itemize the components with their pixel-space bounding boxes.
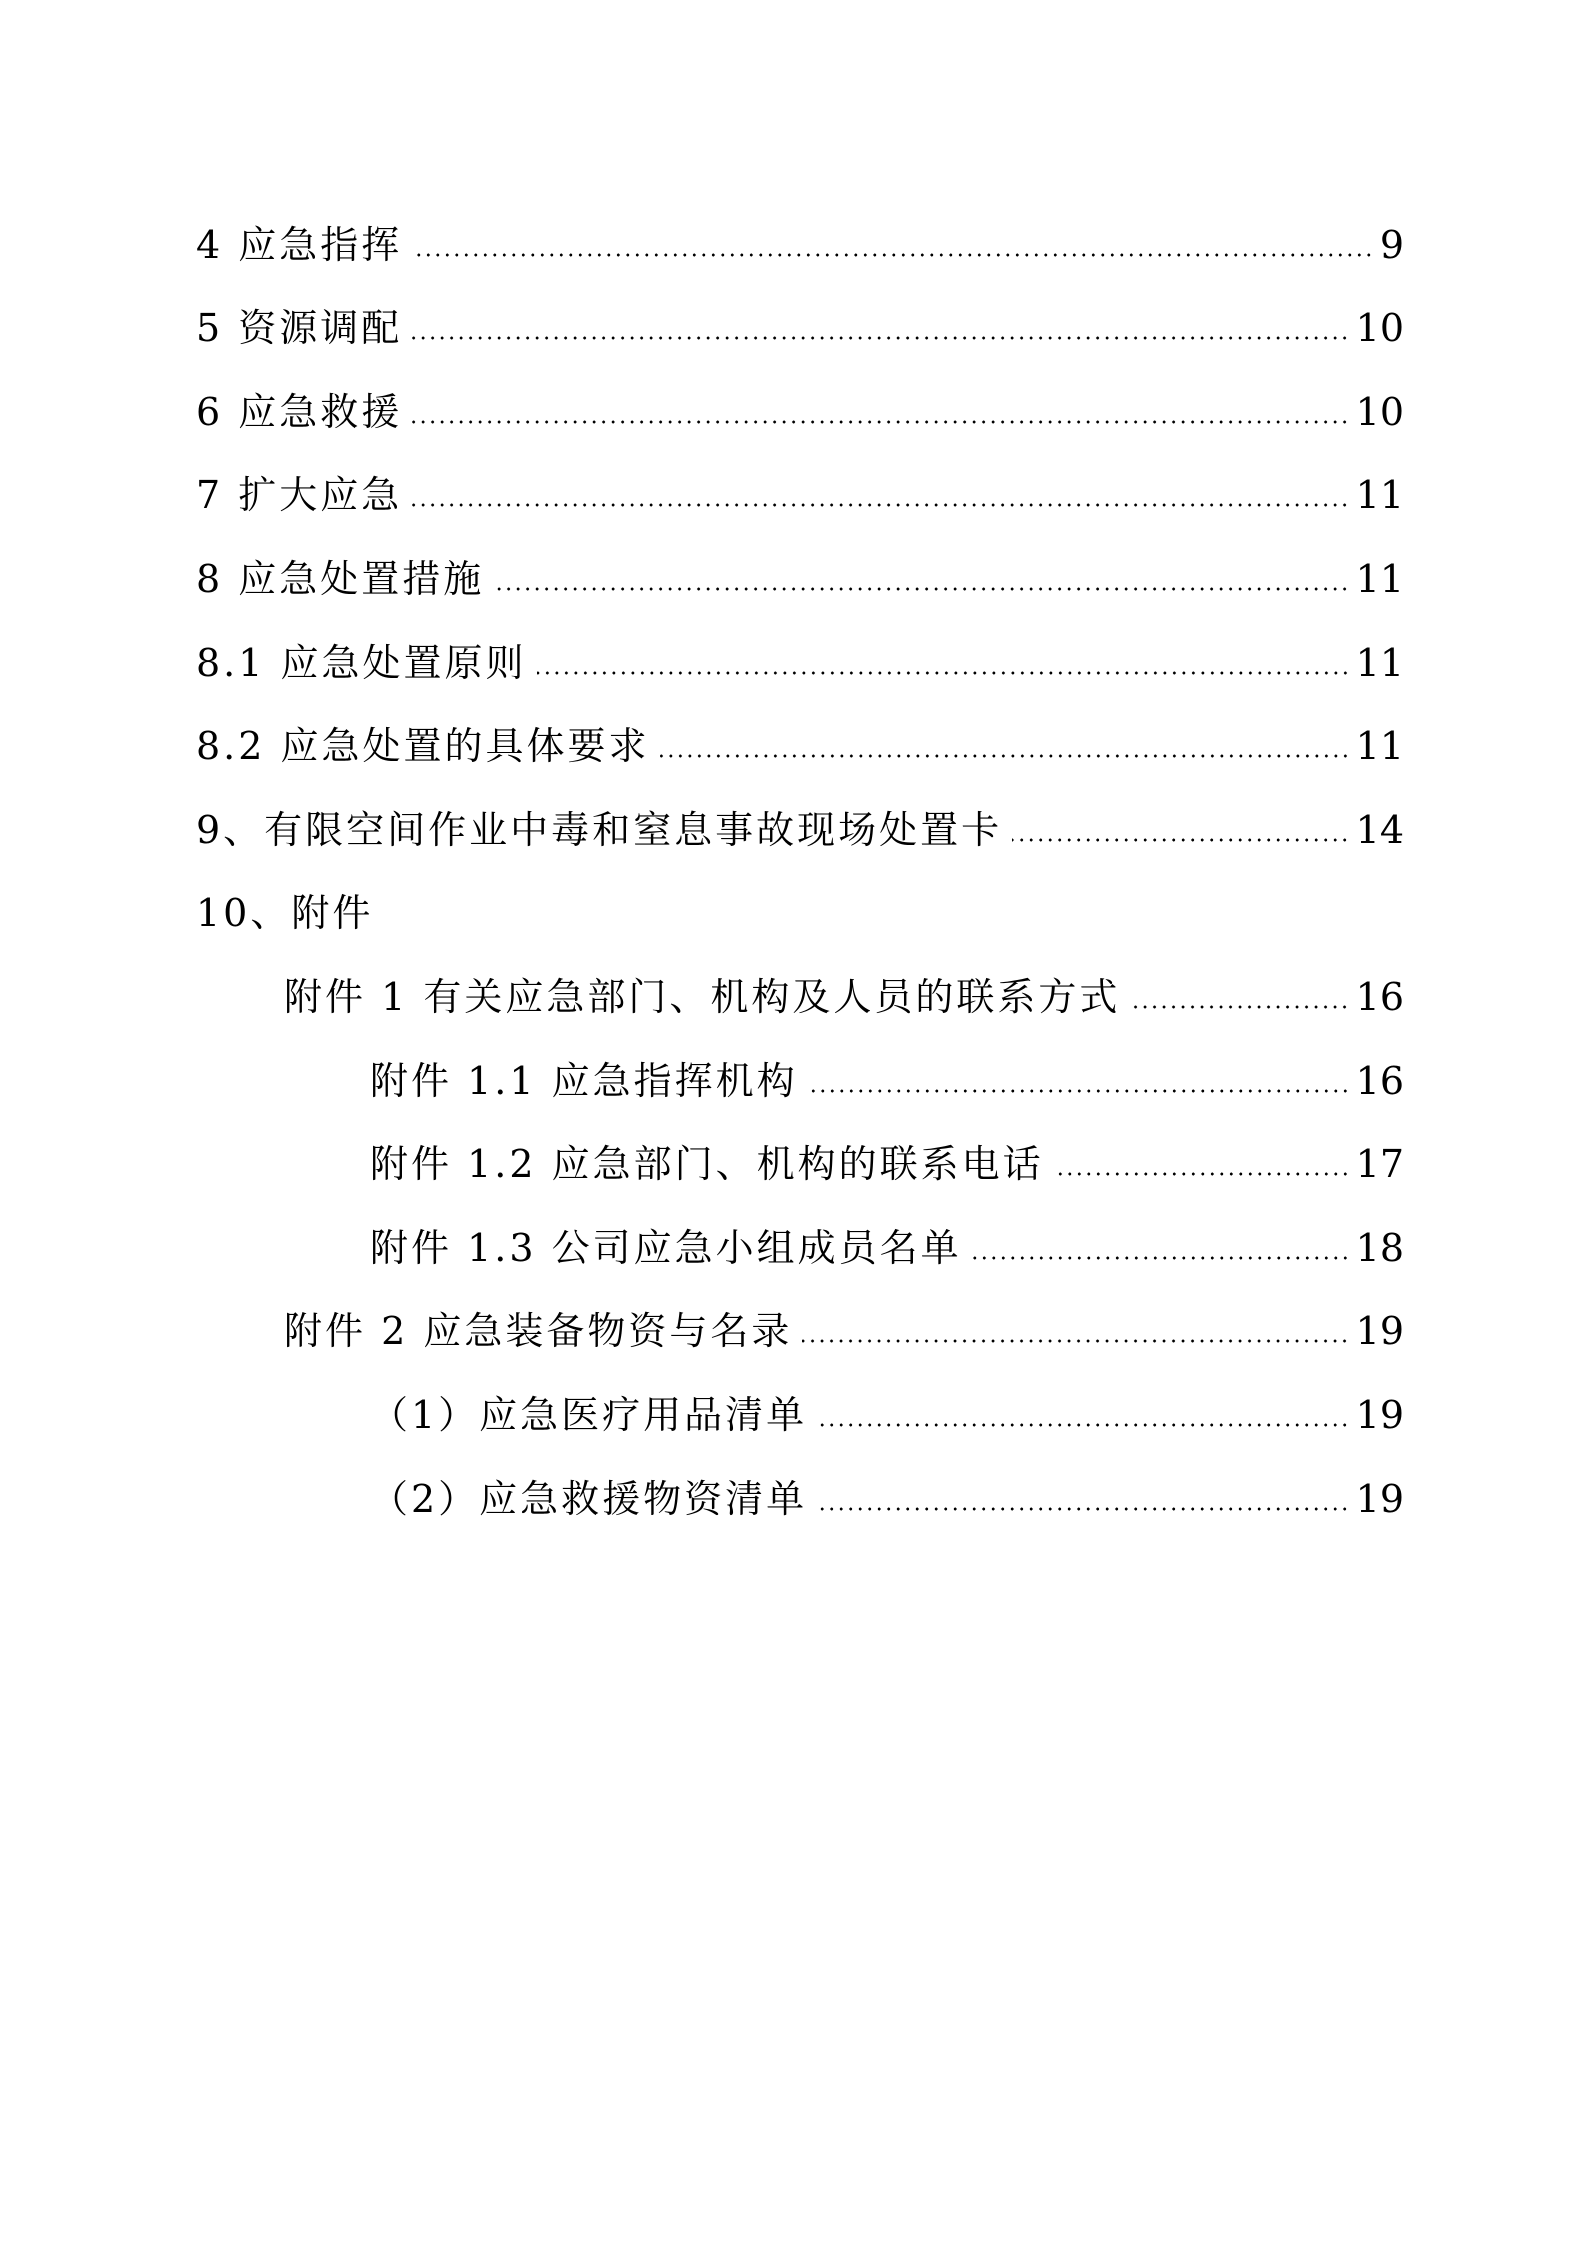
toc-entry-title: 6 应急救援: [196, 389, 403, 434]
toc-dot-leader: [660, 753, 1350, 759]
toc-dot-leader: [494, 586, 1349, 592]
toc-dot-leader: [1012, 837, 1349, 843]
toc-entry-title: 8.2 应急处置的具体要求: [196, 724, 650, 769]
toc-dot-leader: [1054, 1171, 1350, 1177]
toc-entry-title: 附件 1 有关应急部门、机构及人员的联系方式: [284, 974, 1121, 1019]
toc-entry-title: 10、附件: [196, 891, 374, 936]
toc-entry-title: 8 应急处置措施: [196, 556, 485, 601]
toc-dot-leader: [412, 502, 1349, 508]
toc-entry-title: 附件 1.2 应急部门、机构的联系电话: [370, 1142, 1044, 1187]
toc-entry-page: 16: [1355, 974, 1404, 1019]
toc-entry-page: 17: [1355, 1142, 1404, 1187]
toc-entry[interactable]: [196, 363, 1404, 447]
toc-entry[interactable]: [196, 530, 1404, 614]
toc-entry-page: 19: [1355, 1476, 1404, 1521]
toc-dot-leader: [537, 670, 1350, 676]
toc-dot-leader: [802, 1338, 1349, 1344]
toc-entry-page: 11: [1355, 473, 1404, 518]
toc-entry-page: 10: [1355, 389, 1404, 434]
toc-entry-page: 14: [1355, 807, 1404, 852]
table-of-contents: [196, 196, 1404, 1534]
toc-entry[interactable]: [196, 698, 1404, 782]
toc-entry[interactable]: [196, 1283, 1404, 1367]
toc-entry[interactable]: [196, 1450, 1404, 1534]
toc-entry-page: 11: [1355, 724, 1404, 769]
toc-section-heading[interactable]: [196, 865, 1404, 949]
toc-dot-leader: [972, 1255, 1350, 1261]
toc-entry[interactable]: [196, 1116, 1404, 1200]
toc-entry[interactable]: [196, 948, 1404, 1032]
toc-dot-leader: [1130, 1004, 1349, 1010]
toc-entry-page: 19: [1355, 1309, 1404, 1354]
toc-entry-page: 11: [1355, 556, 1404, 601]
toc-entry-title: 附件 1.1 应急指挥机构: [370, 1058, 798, 1103]
toc-entry[interactable]: [196, 781, 1404, 865]
toc-entry[interactable]: [196, 196, 1404, 280]
toc-entry-title: 附件 1.3 公司应急小组成员名单: [370, 1225, 962, 1270]
toc-entry[interactable]: [196, 280, 1404, 364]
toc-entry-title: 4 应急指挥: [196, 222, 403, 267]
toc-entry-title: 9、有限空间作业中毒和窒息事故现场处置卡: [196, 807, 1003, 852]
toc-entry-page: 18: [1355, 1225, 1404, 1270]
toc-entry-title: （2）应急救援物资清单: [370, 1476, 808, 1521]
toc-dot-leader: [808, 1088, 1350, 1094]
toc-entry-page: 11: [1355, 640, 1404, 685]
toc-entry[interactable]: [196, 614, 1404, 698]
toc-entry[interactable]: [196, 1366, 1404, 1450]
toc-entry-title: 附件 2 应急装备物资与名录: [284, 1309, 793, 1354]
toc-dot-leader: [817, 1422, 1349, 1428]
toc-entry-page: 19: [1355, 1392, 1404, 1437]
toc-entry-title: 5 资源调配: [196, 306, 403, 351]
toc-dot-leader: [412, 419, 1349, 425]
toc-entry[interactable]: [196, 1199, 1404, 1283]
toc-entry[interactable]: [196, 447, 1404, 531]
toc-dot-leader: [412, 252, 1374, 258]
toc-entry[interactable]: [196, 1032, 1404, 1116]
toc-entry-page: 9: [1379, 222, 1404, 267]
toc-entry-title: （1）应急医疗用品清单: [370, 1392, 808, 1437]
toc-dot-leader: [412, 335, 1349, 341]
toc-entry-title: 7 扩大应急: [196, 473, 403, 518]
toc-entry-title: 8.1 应急处置原则: [196, 640, 527, 685]
toc-entry-page: 16: [1355, 1058, 1404, 1103]
toc-entry-page: 10: [1355, 306, 1404, 351]
toc-dot-leader: [817, 1506, 1349, 1512]
